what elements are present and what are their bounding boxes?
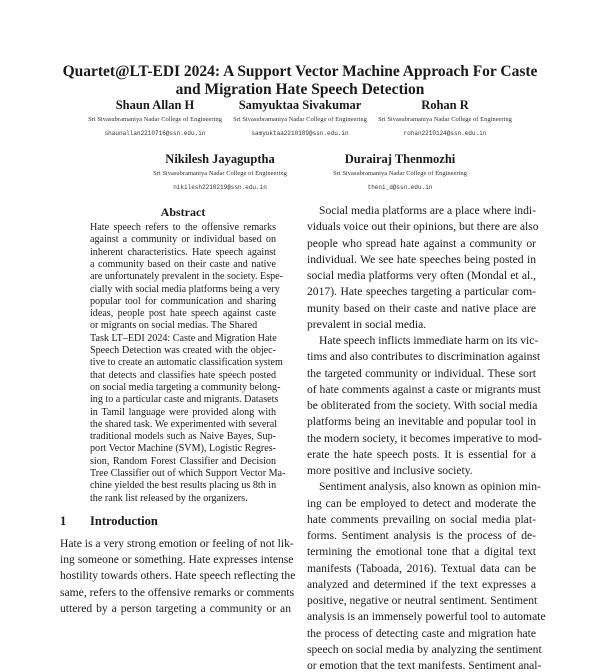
text-line: ing someone or something. Hate expresses intense	[60, 553, 294, 567]
text-line: 2017). Hate speeches targeting a particular com-	[307, 285, 536, 299]
text-line: uttered by a person targeting a community or an	[60, 601, 291, 615]
text-line: port Vector Machine (SVM), Logistic Regres-	[90, 443, 276, 455]
text-line: in Tamil language were provided along with	[90, 406, 276, 418]
title-line: and Migration Hate Speech Detection	[175, 81, 425, 98]
text-line: the process of detecting caste and migration hate	[307, 626, 536, 640]
text-line: individual. We see hate speeches being posted in	[307, 252, 536, 266]
text-line: traditional models such as Naive Bayes, Sup-	[90, 431, 276, 443]
author-name: Samyuktaa Sivakumar	[238, 98, 362, 112]
text-line: cially with social media platforms being a very	[90, 283, 280, 295]
author-email: samyuktaa2210189@ssn.edu.in	[251, 130, 349, 137]
text-line: more positive and inclusive society.	[307, 464, 473, 477]
text-line: on social media targeting a community belong-	[90, 381, 281, 393]
text-line: platforms being an inevitable and popular tool in	[307, 415, 536, 429]
text-line: are unfortunately prevalent in the society. Espe-	[90, 271, 284, 283]
text-line: termining the emotional tone that a digital text	[307, 545, 536, 559]
text-line: Hate is a very strong emotion or feeling of not lik-	[60, 537, 294, 550]
text-line: tims and also contributes to discrimination against	[307, 350, 541, 364]
text-line: Social media platforms are a place where indi-	[319, 204, 536, 217]
text-line: that detects and classifies hate speech posted	[90, 369, 276, 381]
author-email: theni_d@ssn.edu.in	[367, 184, 433, 191]
author-email: rohan2210124@ssn.edu.in	[403, 130, 487, 137]
text-line: Hate speech inflicts immediate harm on its vic-	[319, 334, 539, 347]
text-line: forms. Sentiment analysis is the process of de-	[307, 529, 536, 542]
author-affiliation: Sri Sivasubramaniya Nadar College of Engineering	[88, 116, 222, 123]
text-line: prevalent in social media.	[307, 317, 427, 331]
author-name: Durairaj Thenmozhi	[344, 152, 456, 166]
text-line: tive to create an automatic classification system	[90, 357, 283, 369]
text-line: a community based on their caste and native	[90, 258, 276, 270]
text-line: of hate comments against a caste or migrants must	[307, 382, 541, 396]
text-line: same, refers to the offensive remarks or comments	[60, 585, 295, 599]
author-affiliation: Sri Sivasubramaniya Nadar College of Engineering	[378, 116, 512, 123]
text-line: chine yielded the best results placing us 8th in	[90, 480, 277, 492]
author-email: shaunallan2210716@ssn.edu.in	[104, 130, 206, 137]
text-line: ideas, people post hate speech against caste	[90, 308, 276, 320]
text-line: inherent characteristics. Hate speech against	[90, 246, 276, 258]
author-email: nikilesh2210219@ssn.edu.in	[173, 184, 267, 191]
author	[120, 152, 320, 192]
text-line: hate comments prevailing on social media plat-	[307, 512, 536, 526]
text-line: the rank list released by the organizers.	[90, 492, 248, 504]
text-line: erate the hate speech posts. It is essential for a	[307, 447, 536, 461]
section-number: 1	[60, 514, 67, 528]
text-line: ing to a particular caste and migrants. Datasets	[90, 394, 279, 406]
text-line: Sentiment analysis, also known as opinion min-	[319, 480, 541, 494]
text-line: Tree Classifier out of which Support Vector Ma-	[90, 468, 286, 479]
text-line: viduals voice out their opinions, but there are also	[307, 220, 539, 234]
text-line: or migrants on social medias. The Shared	[90, 320, 258, 332]
text-line: or emotion that the text manifests. Sentiment anal-	[307, 659, 542, 672]
text-line: the shared task. We experimented with several	[90, 418, 278, 430]
author	[345, 98, 545, 138]
text-line: positive, negative or neutral sentiment. Sentiment	[307, 594, 538, 607]
text-line: Hate speech refers to the offensive remarks	[90, 222, 276, 233]
text-line: ing can be employed to detect and moderate the	[307, 496, 536, 510]
text-line: social media platforms very often (Mondal et al.,	[307, 269, 536, 282]
text-line: munity based on their caste and native place are	[307, 301, 536, 315]
text-line: against a community or individual based on	[90, 234, 276, 246]
text-line: speech on social media by analyzing the sentiment	[307, 642, 542, 656]
title-line: Quartet@LT-EDI 2024: A Support Vector Machine Approach For Caste	[62, 63, 538, 80]
text-line: Task LT–EDI 2024: Caste and Migration Hate	[90, 332, 277, 344]
text-line: be obliterated from the society. With social media	[307, 399, 538, 412]
text-line: analysis is an immensely powerful tool to automate	[307, 610, 546, 624]
author	[300, 152, 500, 192]
section-heading: Introduction	[90, 514, 158, 528]
text-line: the targeted community or individual. These sort	[307, 366, 536, 380]
author-affiliation: Sri Sivasubramaniya Nadar College of Engineering	[333, 170, 467, 177]
text-line: manifests (Taboada, 2016). Textual data can be	[307, 561, 536, 575]
paper-title	[0, 63, 600, 99]
text-line: Speech Detection was created with the objec-	[90, 345, 276, 356]
author-name: Rohan R	[421, 98, 469, 112]
text-line: popular tool for communication and sharing	[90, 295, 276, 307]
text-line: hostility towards others. Hate speech reflecting the	[60, 569, 296, 583]
author-affiliation: Sri Sivasubramaniya Nadar College of Engineering	[233, 116, 367, 123]
author-affiliation: Sri Sivasubramaniya Nadar College of Engineering	[153, 170, 287, 177]
text-line: the modern society, it becomes imperative to mod-	[307, 431, 542, 445]
abstract-heading: Abstract	[160, 205, 206, 219]
text-line: analyzed and determined if the text expresses a	[307, 577, 536, 591]
text-line: sion, Random Forest Classifier and Decision	[90, 455, 276, 467]
text-line: people who spread hate against a community or	[307, 236, 536, 250]
author-name: Shaun Allan H	[115, 98, 195, 112]
author-name: Nikilesh Jayaguptha	[165, 152, 275, 166]
